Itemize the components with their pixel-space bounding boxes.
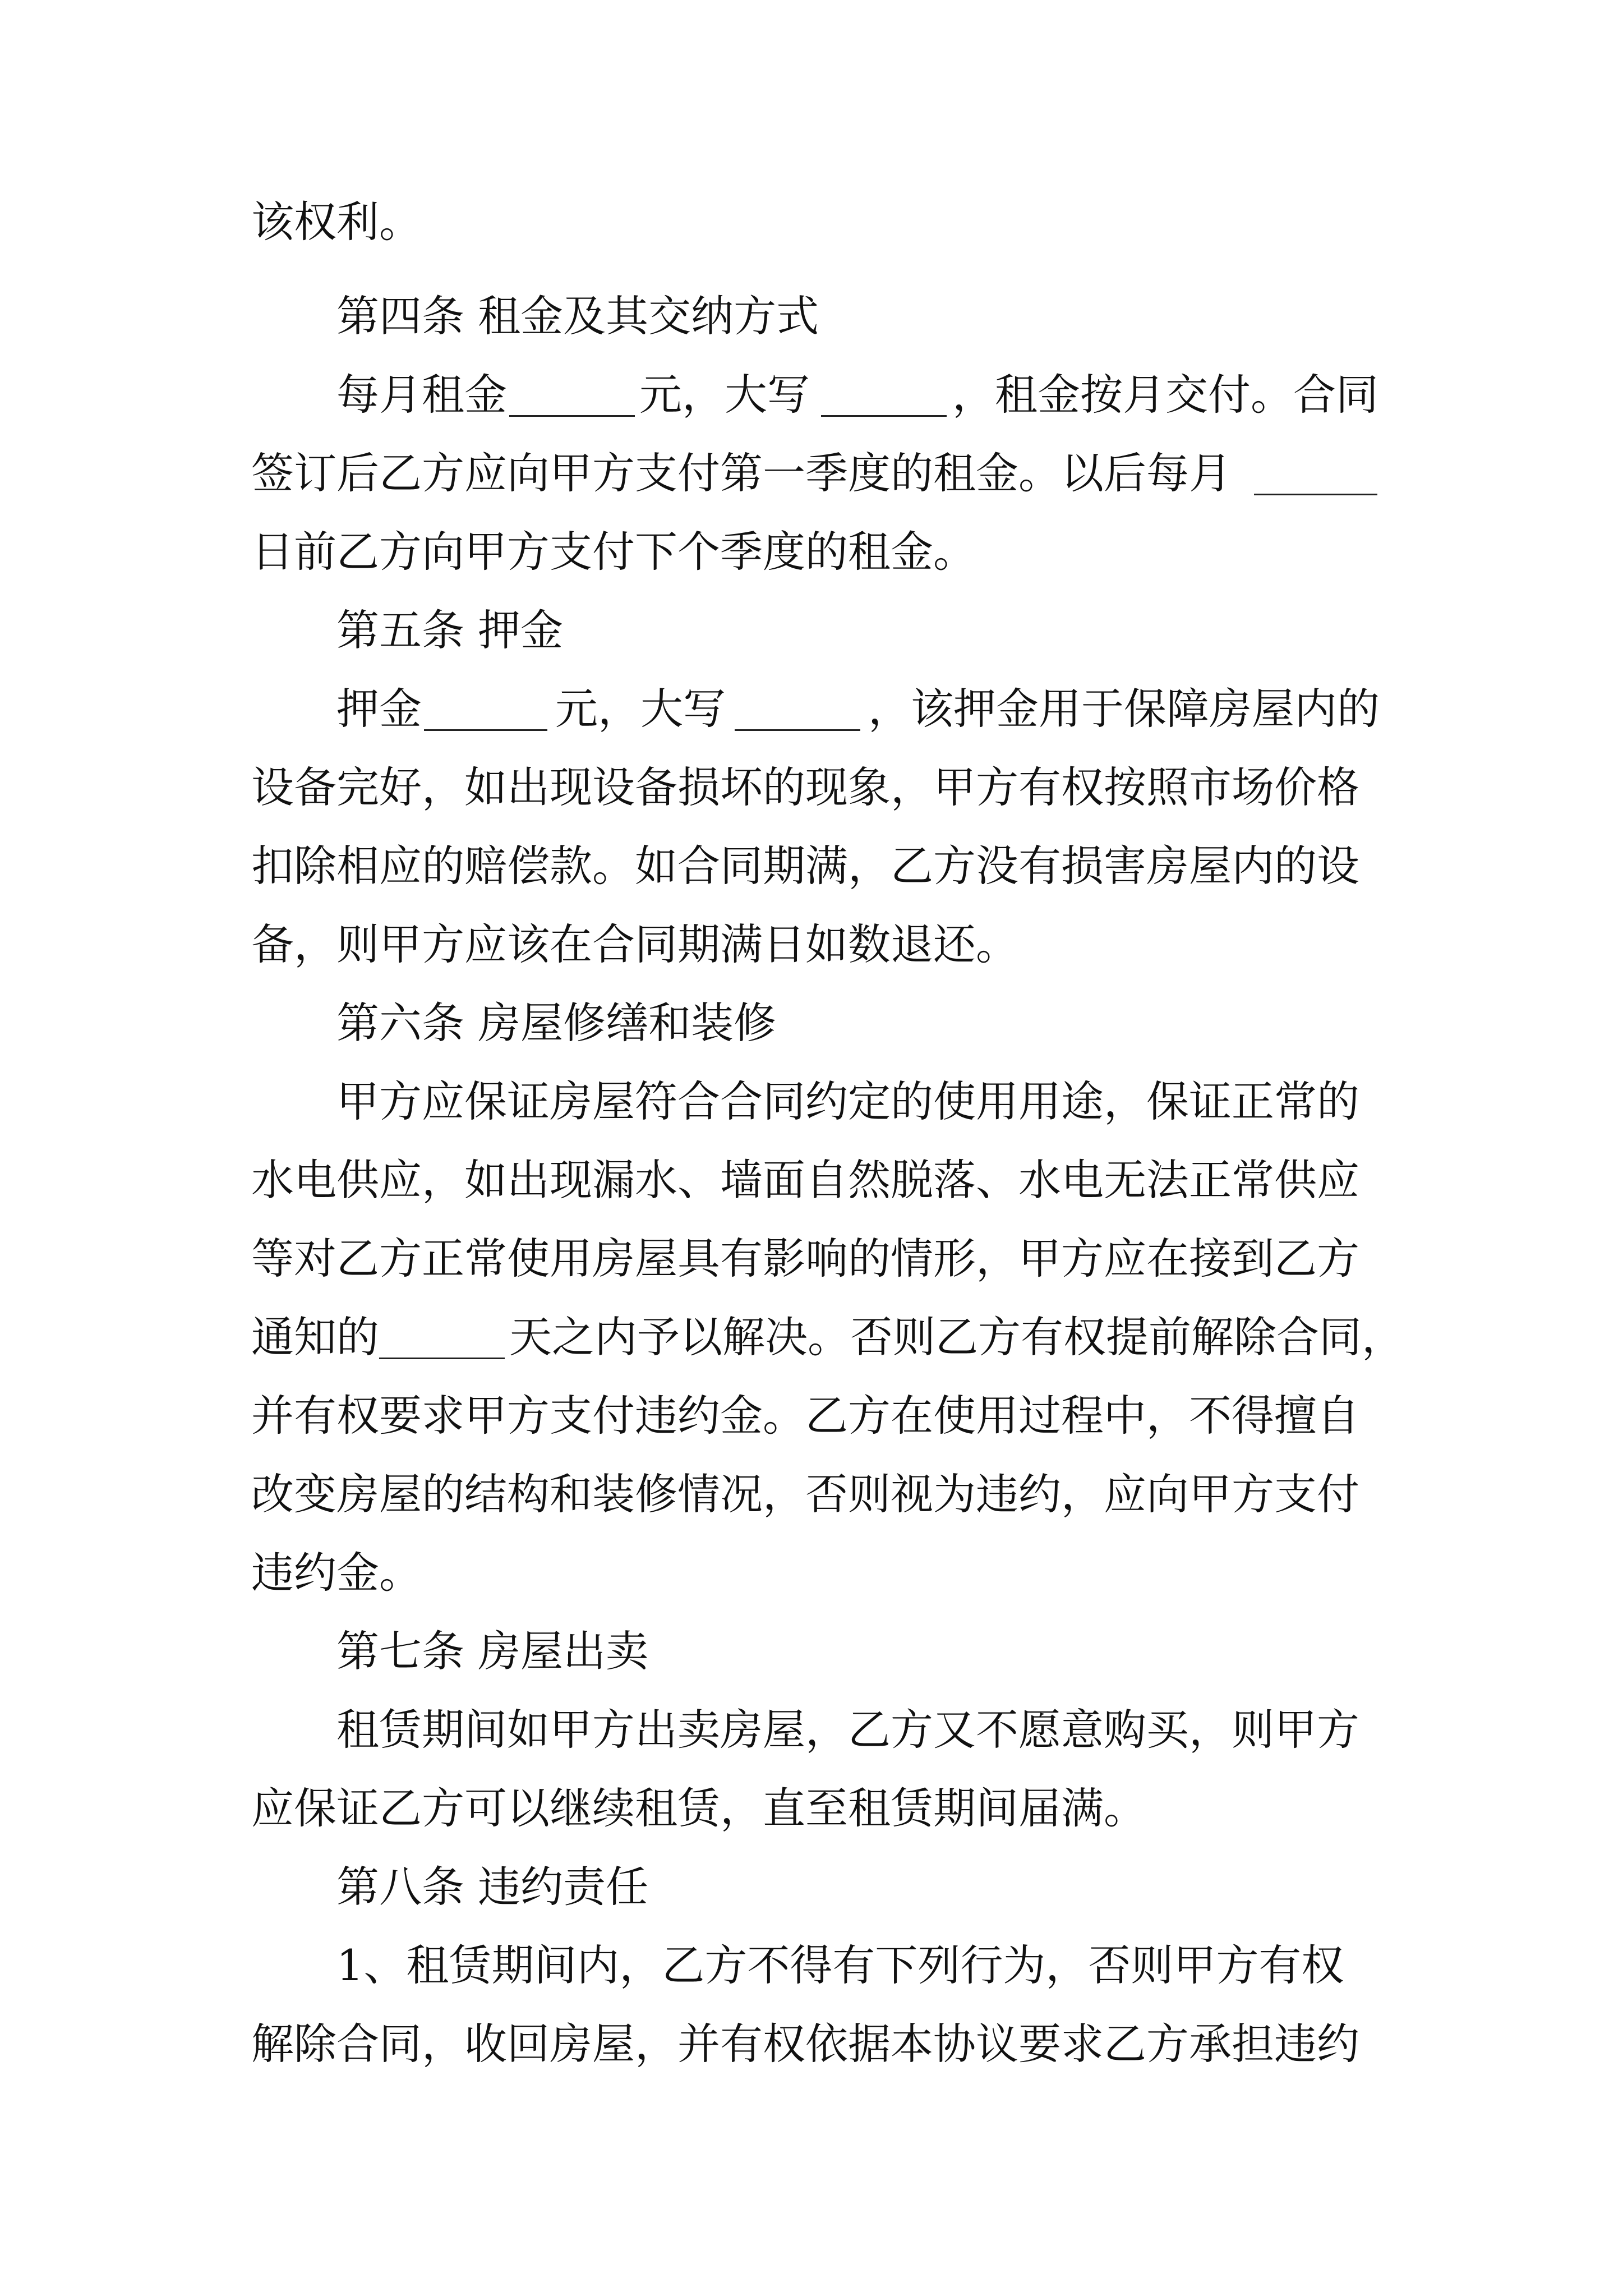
text-line xyxy=(0,911,1623,978)
article-heading xyxy=(0,1853,1623,1921)
text-line xyxy=(0,1068,1623,1135)
text-line xyxy=(0,1932,1623,1999)
fill-in-blank xyxy=(509,415,635,417)
text-line xyxy=(0,1304,1623,1371)
text-segment: 每月租金 xyxy=(336,370,507,420)
text-segment: 第六条 房屋修缮和装修 xyxy=(336,998,777,1048)
fill-in-blank xyxy=(379,1358,505,1359)
text-segment: 押金 xyxy=(336,684,422,734)
fill-in-blank xyxy=(1254,494,1377,495)
text-line xyxy=(0,675,1623,743)
text-segment: 并有权要求甲方支付违约金。乙方在使用过程中，不得擅自 xyxy=(251,1391,1359,1441)
text-line xyxy=(0,1696,1623,1764)
text-segment: 租赁期间如甲方出卖房屋，乙方又不愿意购买，则甲方 xyxy=(336,1705,1359,1755)
text-line xyxy=(0,440,1623,507)
text-segment: 天之内予以解决。否则乙方有权提前解除合同， xyxy=(509,1312,1404,1362)
text-segment: 日前乙方向甲方支付下个季度的租金。 xyxy=(251,527,976,577)
text-segment: 元，大写 xyxy=(555,684,726,734)
text-segment: 该权利。 xyxy=(251,197,422,247)
text-line xyxy=(0,361,1623,429)
text-segment: 第四条 租金及其交纳方式 xyxy=(336,291,819,341)
text-line xyxy=(0,832,1623,900)
text-line xyxy=(0,754,1623,821)
text-segment: 改变房屋的结构和装修情况，否则视为违约，应向甲方支付 xyxy=(251,1469,1359,1519)
text-line xyxy=(0,1461,1623,1528)
text-segment: ，租金按月交付。合同 xyxy=(952,370,1378,420)
text-segment: 应保证乙方可以继续租赁，直至租赁期间届满。 xyxy=(251,1783,1146,1833)
fill-in-blank xyxy=(424,729,547,731)
text-segment: 签订后乙方应向甲方支付第一季度的租金。以后每月 xyxy=(251,448,1232,498)
text-segment: 元，大写 xyxy=(639,370,810,420)
text-line xyxy=(0,518,1623,586)
article-heading xyxy=(0,990,1623,1057)
text-line xyxy=(0,1225,1623,1292)
text-segment: 1、租赁期间内，乙方不得有下列行为，否则甲方有权 xyxy=(336,1940,1344,1990)
text-segment: 解除合同，收回房屋，并有权依据本协议要求乙方承担违约 xyxy=(251,2019,1359,2069)
text-line xyxy=(0,2010,1623,2078)
article-heading xyxy=(0,597,1623,664)
article-heading xyxy=(0,1618,1623,1685)
text-segment: 水电供应，如出现漏水、墙面自然脱落、水电无法正常供应 xyxy=(251,1155,1359,1205)
text-segment: 第八条 违约责任 xyxy=(336,1862,649,1912)
text-line xyxy=(0,1382,1623,1450)
text-segment: 甲方应保证房屋符合合同约定的使用用途，保证正常的 xyxy=(336,1076,1359,1126)
text-segment: 违约金。 xyxy=(251,1548,422,1598)
text-segment: 第五条 押金 xyxy=(336,605,564,655)
text-segment: 扣除相应的赔偿款。如合同期满，乙方没有损害房屋内的设 xyxy=(251,841,1359,891)
text-line xyxy=(0,1147,1623,1214)
text-segment: 第七条 房屋出卖 xyxy=(336,1626,649,1676)
text-segment: ，该押金用于保障房屋内的 xyxy=(868,684,1380,734)
article-heading xyxy=(0,283,1623,350)
text-line xyxy=(0,1539,1623,1607)
text-segment: 通知的 xyxy=(251,1312,379,1362)
fill-in-blank xyxy=(821,415,947,417)
text-line xyxy=(0,1775,1623,1842)
text-segment: 等对乙方正常使用房屋具有影响的情形，甲方应在接到乙方 xyxy=(251,1234,1359,1283)
text-segment: 备，则甲方应该在合同期满日如数退还。 xyxy=(251,919,1018,969)
fill-in-blank xyxy=(735,729,860,731)
text-segment: 设备完好，如出现设备损坏的现象，甲方有权按照市场价格 xyxy=(251,762,1359,812)
text-line xyxy=(0,188,1623,256)
